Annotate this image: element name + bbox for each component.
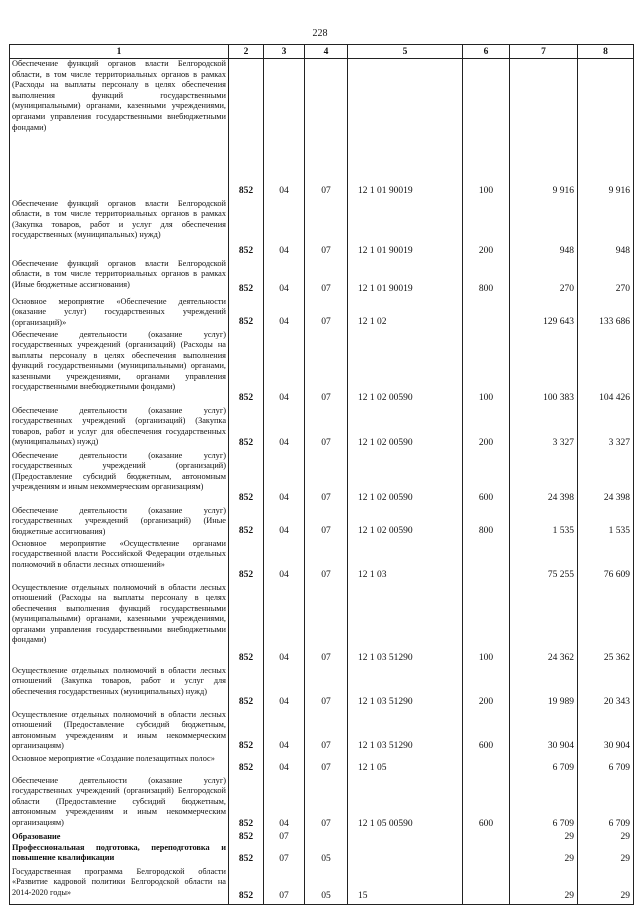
row-section-text: 04 (279, 245, 289, 256)
row-target-article-text: 12 1 03 51290 (358, 696, 413, 707)
row-target-article-text: 12 1 01 90019 (358, 185, 413, 196)
row-amount-year-1 (510, 506, 578, 539)
row-description (10, 259, 229, 297)
row-expense-type (463, 666, 510, 710)
row-target-article (348, 406, 463, 451)
row-amount-year-2 (578, 539, 634, 583)
row-target-article (348, 506, 463, 539)
table-row (10, 539, 634, 583)
row-description-text: Государственная программа Белгородской области «Развитие кадровой политики Белгородской области на 2014-2020 годы» (12, 866, 226, 897)
row-ministry-code-text: 852 (238, 316, 254, 327)
row-section (264, 539, 305, 583)
row-target-article (348, 776, 463, 832)
row-subsection (305, 710, 348, 754)
row-target-article (348, 297, 463, 330)
row-subsection (305, 330, 348, 406)
row-amount-year-2 (578, 59, 634, 199)
row-description (10, 843, 229, 867)
row-amount-year-2-text: 30 904 (603, 740, 630, 751)
row-ministry-code (229, 867, 264, 905)
row-ministry-code (229, 297, 264, 330)
row-amount-year-1-text: 75 255 (547, 569, 574, 580)
row-target-article (348, 867, 463, 905)
row-amount-year-1-text: 29 (564, 891, 574, 902)
row-ministry-code (229, 843, 264, 867)
row-ministry-code-text: 852 (238, 652, 254, 663)
row-subsection-text: 07 (321, 652, 331, 663)
row-amount-year-1-text: 9 916 (552, 185, 574, 196)
row-amount-year-1 (510, 754, 578, 776)
row-expense-type (463, 59, 510, 199)
row-ministry-code (229, 754, 264, 776)
row-amount-year-1 (510, 330, 578, 406)
header-col-1: 1 (10, 45, 229, 59)
row-subsection (305, 776, 348, 832)
row-amount-year-1 (510, 539, 578, 583)
table-row (10, 330, 634, 406)
row-ministry-code-text: 852 (238, 185, 254, 196)
row-target-article (348, 330, 463, 406)
row-amount-year-1 (510, 867, 578, 905)
row-expense-type (463, 776, 510, 832)
row-ministry-code-text: 852 (238, 831, 254, 842)
row-target-article (348, 843, 463, 867)
page-number: 228 (312, 28, 328, 39)
row-description-text: Обеспечение деятельности (оказание услуг) государственных учреждений (организаций) (Иные бюджетные ассигнования) (12, 505, 226, 536)
row-expense-type (463, 832, 510, 843)
row-amount-year-2 (578, 406, 634, 451)
row-section (264, 843, 305, 867)
row-target-article (348, 539, 463, 583)
row-section (264, 199, 305, 259)
row-description (10, 754, 229, 776)
row-amount-year-1 (510, 199, 578, 259)
row-description (10, 330, 229, 406)
row-target-article-text: 12 1 05 00590 (358, 818, 413, 829)
row-expense-type (463, 710, 510, 754)
row-description-text: Обеспечение деятельности (оказание услуг) государственных учреждений (организаций) (Расходы на выплаты персоналу в целях обеспечения выполнения функций государственными (муниципальными) органами, казенными учреждениями, органами управления государственными внебюджетными фондами) (12, 329, 226, 392)
row-target-article (348, 583, 463, 666)
row-subsection-text: 07 (321, 525, 331, 536)
row-expense-type-text: 100 (478, 652, 494, 663)
row-amount-year-1 (510, 297, 578, 330)
row-ministry-code-text: 852 (238, 392, 254, 403)
row-ministry-code-text: 852 (238, 569, 254, 580)
row-subsection-text: 07 (321, 245, 331, 256)
row-section-text: 07 (279, 891, 289, 902)
row-amount-year-1 (510, 843, 578, 867)
row-subsection-text: 07 (321, 437, 331, 448)
row-subsection (305, 867, 348, 905)
row-section (264, 867, 305, 905)
row-subsection-text: 05 (321, 891, 331, 902)
row-subsection (305, 539, 348, 583)
row-amount-year-2-text: 270 (615, 283, 630, 294)
row-section (264, 506, 305, 539)
row-section-text: 04 (279, 392, 289, 403)
row-expense-type (463, 754, 510, 776)
row-expense-type (463, 451, 510, 506)
row-expense-type-text: 100 (478, 185, 494, 196)
row-amount-year-2-text: 9 916 (608, 185, 630, 196)
row-expense-type-text: 600 (478, 818, 494, 829)
row-ministry-code-text: 852 (238, 762, 254, 773)
budget-table (9, 44, 634, 905)
row-section-text: 07 (279, 853, 289, 864)
row-description (10, 199, 229, 259)
row-amount-year-1-text: 100 383 (543, 392, 574, 403)
row-section-text: 04 (279, 283, 289, 294)
row-ministry-code-text: 852 (238, 525, 254, 536)
row-amount-year-1-text: 948 (559, 245, 574, 256)
row-amount-year-1-text: 6 709 (552, 818, 574, 829)
row-amount-year-1-text: 19 989 (547, 696, 574, 707)
row-expense-type-text: 200 (478, 696, 494, 707)
row-expense-type (463, 506, 510, 539)
row-amount-year-1-text: 1 535 (552, 525, 574, 536)
row-section (264, 330, 305, 406)
row-ministry-code (229, 199, 264, 259)
row-subsection (305, 843, 348, 867)
row-amount-year-1-text: 3 327 (552, 437, 574, 448)
row-ministry-code-text: 852 (238, 492, 254, 503)
row-expense-type (463, 539, 510, 583)
row-expense-type-text (463, 902, 509, 904)
row-subsection (305, 666, 348, 710)
row-expense-type-text: 600 (478, 740, 494, 751)
row-amount-year-2 (578, 867, 634, 905)
row-subsection (305, 583, 348, 666)
row-amount-year-2-text: 6 709 (608, 762, 630, 773)
row-amount-year-2 (578, 583, 634, 666)
header-row (10, 45, 634, 59)
row-section-text: 04 (279, 437, 289, 448)
row-target-article-text: 12 1 01 90019 (358, 283, 413, 294)
row-amount-year-2-text: 3 327 (608, 437, 630, 448)
row-section-text: 07 (279, 831, 289, 842)
row-section (264, 832, 305, 843)
row-description-text: Образование (12, 831, 61, 841)
header-col-2: 2 (229, 45, 264, 59)
row-amount-year-2-text: 104 426 (599, 392, 630, 403)
row-section-text: 04 (279, 696, 289, 707)
row-amount-year-2 (578, 451, 634, 506)
row-target-article-text: 12 1 03 51290 (358, 652, 413, 663)
row-target-article-text: 12 1 03 51290 (358, 740, 413, 751)
table-row (10, 867, 634, 905)
row-section (264, 259, 305, 297)
table-row (10, 297, 634, 330)
row-description-text: Обеспечение деятельности (оказание услуг) государственных учреждений (организаций) (Закупка товаров, работ и услуг для обеспечения государственных (муниципальных) нужд) (12, 405, 226, 447)
row-amount-year-2-text: 76 609 (603, 569, 630, 580)
row-section-text: 04 (279, 740, 289, 751)
row-amount-year-2-text: 25 362 (603, 652, 630, 663)
row-amount-year-1-text: 29 (564, 831, 574, 842)
row-amount-year-2-text: 29 (620, 891, 630, 902)
row-ministry-code-text: 852 (238, 818, 254, 829)
row-expense-type (463, 297, 510, 330)
row-target-article-text: 12 1 02 00590 (358, 437, 413, 448)
row-subsection-text: 07 (321, 283, 331, 294)
row-description (10, 666, 229, 710)
row-expense-type (463, 406, 510, 451)
row-amount-year-2 (578, 297, 634, 330)
row-ministry-code (229, 406, 264, 451)
row-amount-year-2-text: 6 709 (608, 818, 630, 829)
table-row (10, 583, 634, 666)
row-description (10, 506, 229, 539)
row-subsection-text: 07 (321, 316, 331, 327)
header-col-6: 6 (463, 45, 510, 59)
row-description (10, 583, 229, 666)
row-description-text: Основное мероприятие «Обеспечение деятельности (оказание услуг) государственных учреждений (организаций)» (12, 296, 226, 327)
header-col-5: 5 (348, 45, 463, 59)
row-target-article-text: 12 1 02 00590 (358, 392, 413, 403)
row-amount-year-2 (578, 776, 634, 832)
row-amount-year-2 (578, 199, 634, 259)
row-description (10, 297, 229, 330)
row-subsection (305, 832, 348, 843)
row-subsection (305, 451, 348, 506)
row-section (264, 754, 305, 776)
row-ministry-code (229, 776, 264, 832)
table-row (10, 406, 634, 451)
row-description-text: Обеспечение функций органов власти Белгородской области, в том числе территориальных органов в рамках (Расходы на выплаты персоналу в целях обеспечения выполнения функций государственными (муниципальными) органами, казенными учреждениями, органами управления государственными внебюджетными фондами) (12, 59, 226, 132)
row-subsection (305, 506, 348, 539)
row-description (10, 710, 229, 754)
row-amount-year-2 (578, 843, 634, 867)
table-row (10, 666, 634, 710)
row-target-article (348, 666, 463, 710)
row-subsection-text: 07 (321, 569, 331, 580)
row-ministry-code-text: 852 (238, 891, 254, 902)
table-row (10, 451, 634, 506)
row-amount-year-1 (510, 666, 578, 710)
row-amount-year-1-text: 129 643 (543, 316, 574, 327)
row-amount-year-1-text: 270 (559, 283, 574, 294)
row-subsection-text: 07 (321, 818, 331, 829)
table-row (10, 776, 634, 832)
row-description (10, 867, 229, 905)
row-ministry-code-text: 852 (238, 853, 254, 864)
row-description (10, 776, 229, 832)
row-amount-year-1 (510, 259, 578, 297)
row-section (264, 59, 305, 199)
row-amount-year-2 (578, 666, 634, 710)
row-ministry-code-text: 852 (238, 740, 254, 751)
row-amount-year-1 (510, 59, 578, 199)
row-amount-year-2 (578, 330, 634, 406)
row-amount-year-2 (578, 506, 634, 539)
row-target-article (348, 199, 463, 259)
row-section-text: 04 (279, 492, 289, 503)
row-subsection-text: 07 (321, 392, 331, 403)
row-amount-year-1 (510, 406, 578, 451)
row-description-text: Осуществление отдельных полномочий в области лесных отношений (Закупка товаров, работ и услуг для обеспечения государственных (муниципальных) нужд) (12, 665, 226, 696)
row-ministry-code-text: 852 (238, 696, 254, 707)
row-subsection (305, 754, 348, 776)
row-amount-year-1 (510, 451, 578, 506)
row-expense-type (463, 583, 510, 666)
row-amount-year-2-text: 133 686 (599, 316, 630, 327)
row-ministry-code-text: 852 (238, 283, 254, 294)
table-row (10, 843, 634, 867)
row-target-article (348, 754, 463, 776)
row-expense-type-text: 100 (478, 392, 494, 403)
row-subsection (305, 199, 348, 259)
row-amount-year-2-text: 29 (620, 831, 630, 842)
row-expense-type-text: 800 (478, 525, 494, 536)
row-description (10, 406, 229, 451)
row-amount-year-2-text: 948 (615, 245, 630, 256)
row-amount-year-2-text: 20 343 (603, 696, 630, 707)
row-ministry-code (229, 583, 264, 666)
row-subsection-text: 07 (321, 762, 331, 773)
table-row (10, 754, 634, 776)
row-description-text: Профессиональная подготовка, переподготовка и повышение квалификации (12, 842, 226, 863)
table-row (10, 259, 634, 297)
row-expense-type-text: 800 (478, 283, 494, 294)
header-col-8: 8 (578, 45, 634, 59)
row-target-article (348, 710, 463, 754)
row-description (10, 451, 229, 506)
row-subsection (305, 406, 348, 451)
row-ministry-code-text: 852 (238, 245, 254, 256)
row-subsection-text: 07 (321, 740, 331, 751)
row-description-text: Обеспечение функций органов власти Белгородской области, в том числе территориальных органов в рамках (Закупка товаров, работ и услуг для обеспечения государственных (муниципальных) нужд) (12, 198, 226, 240)
row-target-article (348, 451, 463, 506)
row-amount-year-1-text: 6 709 (552, 762, 574, 773)
row-section (264, 406, 305, 451)
row-subsection-text: 07 (321, 696, 331, 707)
row-target-article-text: 12 1 01 90019 (358, 245, 413, 256)
row-section (264, 776, 305, 832)
row-description-text: Обеспечение функций органов власти Белгородской области, в том числе территориальных органов в рамках (Иные бюджетные ассигнования) (12, 258, 226, 289)
row-amount-year-2-text: 1 535 (608, 525, 630, 536)
table-row (10, 59, 634, 199)
row-section-text: 04 (279, 525, 289, 536)
header-col-7: 7 (510, 45, 578, 59)
row-target-article (348, 59, 463, 199)
row-section (264, 583, 305, 666)
row-expense-type-text: 200 (478, 437, 494, 448)
row-amount-year-1 (510, 776, 578, 832)
row-ministry-code (229, 59, 264, 199)
row-target-article-text: 12 1 03 (358, 569, 387, 580)
table-row (10, 710, 634, 754)
row-ministry-code (229, 259, 264, 297)
row-target-article-text: 15 (358, 891, 368, 902)
row-amount-year-2 (578, 259, 634, 297)
row-target-article-text: 12 1 05 (358, 762, 387, 773)
row-expense-type (463, 330, 510, 406)
table-row (10, 199, 634, 259)
row-description-text: Основное мероприятие «Создание полезащитных полос» (12, 753, 215, 763)
row-ministry-code (229, 506, 264, 539)
row-target-article-text: 12 1 02 00590 (358, 492, 413, 503)
row-target-article-text: 12 1 02 00590 (358, 525, 413, 536)
row-description (10, 59, 229, 199)
row-amount-year-1-text: 29 (564, 853, 574, 864)
row-amount-year-2 (578, 710, 634, 754)
table-row (10, 832, 634, 843)
row-section-text: 04 (279, 652, 289, 663)
row-section (264, 710, 305, 754)
row-amount-year-1-text: 24 398 (547, 492, 574, 503)
row-description-text: Основное мероприятие «Осуществление органами государственной власти Российской Федерации отдельных полномочий в области лесных отношений» (12, 538, 226, 569)
row-amount-year-2 (578, 832, 634, 843)
row-expense-type (463, 199, 510, 259)
row-subsection-text: 05 (321, 853, 331, 864)
row-amount-year-1 (510, 832, 578, 843)
row-section-text: 04 (279, 762, 289, 773)
row-expense-type-text: 200 (478, 245, 494, 256)
row-section-text: 04 (279, 316, 289, 327)
header-col-4: 4 (305, 45, 348, 59)
row-ministry-code (229, 710, 264, 754)
row-amount-year-2 (578, 754, 634, 776)
row-ministry-code (229, 666, 264, 710)
row-ministry-code (229, 539, 264, 583)
row-expense-type (463, 867, 510, 905)
row-section (264, 451, 305, 506)
row-expense-type-text: 600 (478, 492, 494, 503)
row-section (264, 297, 305, 330)
row-ministry-code-text: 852 (238, 437, 254, 448)
row-subsection-text: 07 (321, 185, 331, 196)
row-description-text: Осуществление отдельных полномочий в области лесных отношений (Расходы на выплаты персоналу в целях обеспечения выполнения функций государственными (муниципальными) органами, казенными учреждениями, органами управления государственными внебюджетными фондами) (12, 582, 226, 645)
row-description (10, 539, 229, 583)
row-description-text: Осуществление отдельных полномочий в области лесных отношений (Предоставление субсидий бюджетным, автономным учреждениям и иным некоммерческим организациям) (12, 709, 226, 751)
row-ministry-code (229, 451, 264, 506)
row-description-text: Обеспечение деятельности (оказание услуг) государственных учреждений (организаций) (Предоставление субсидий бюджетным, автономным учреждениям и иным некоммерческим организациям) (12, 450, 226, 492)
row-amount-year-2-text: 29 (620, 853, 630, 864)
row-section-text: 04 (279, 569, 289, 580)
row-section (264, 666, 305, 710)
row-ministry-code (229, 330, 264, 406)
row-amount-year-1 (510, 583, 578, 666)
row-subsection-text: 07 (321, 492, 331, 503)
row-expense-type (463, 259, 510, 297)
table-row (10, 506, 634, 539)
row-amount-year-2-text: 24 398 (603, 492, 630, 503)
row-expense-type (463, 843, 510, 867)
row-target-article (348, 832, 463, 843)
row-section-text: 04 (279, 818, 289, 829)
row-amount-year-1 (510, 710, 578, 754)
row-subsection (305, 59, 348, 199)
row-description (10, 832, 229, 843)
row-target-article-text: 12 1 02 (358, 316, 387, 327)
row-amount-year-1-text: 24 362 (547, 652, 574, 663)
table-body (10, 59, 634, 905)
row-amount-year-1-text: 30 904 (547, 740, 574, 751)
row-subsection (305, 297, 348, 330)
row-subsection (305, 259, 348, 297)
header-col-3: 3 (264, 45, 305, 59)
row-section-text: 04 (279, 185, 289, 196)
row-ministry-code (229, 832, 264, 843)
row-target-article (348, 259, 463, 297)
row-description-text: Обеспечение деятельности (оказание услуг) государственных учреждений (организаций) Белгородской области (Предоставление субсидий бюджетным, автономным учреждениям и иным некоммерческим организациям) (12, 775, 226, 827)
